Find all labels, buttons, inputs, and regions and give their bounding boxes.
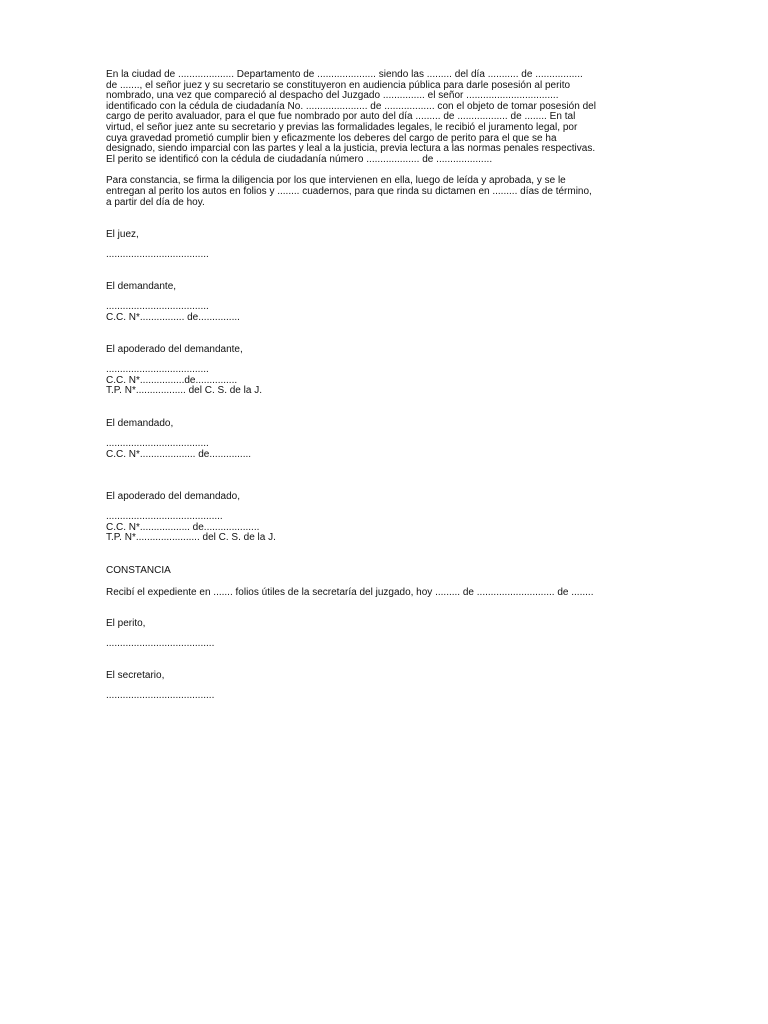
defendant-attorney-license-line: T.P. N*....................... del C. S. de la J. (106, 532, 276, 544)
defendant-id-line: C.C. N*.................... de............... (106, 448, 252, 460)
plaintiff-attorney-signature-line: ..................................... (106, 364, 209, 376)
paragraph-line: designado, siendo imparcial con las partes y leal a la justicia, previa lectura a las normas penales respectivas. (106, 143, 596, 155)
secretary-label: El secretario, (106, 670, 165, 681)
paragraph-line: Para constancia, se firma la diligencia por los que intervienen en ella, luego de leída y aprobada, y se le (106, 175, 566, 187)
defendant-signature-line: ..................................... (106, 438, 209, 450)
record-heading (106, 566, 171, 576)
defendant-attorney-id-line: C.C. N*.................. de.................... (106, 521, 260, 533)
paragraph-line: cuya gravedad prometió cumplir bien y eficazmente los deberes del cargo de perito para el que se ha (106, 132, 557, 144)
secretary-signature-line: ....................................... (106, 690, 215, 702)
paragraph-line: El perito se identificó con la cédula de ciudadanía número ................... de .................... (106, 153, 493, 165)
plaintiff-signature-block (106, 282, 240, 323)
paragraph-line: a partir del día de hoy. (106, 196, 205, 208)
defendant-signature-block (106, 419, 251, 460)
paragraph-line: de ......., el señor juez y su secretario se constituyeron en audiencia pública para darle posesión al perito (106, 79, 571, 91)
plaintiff-id-line: C.C. N*................ de............... (106, 311, 240, 323)
judge-signature-line: ..................................... (106, 249, 209, 261)
record-paragraph (106, 176, 658, 208)
constancia-heading: CONSTANCIA (106, 565, 171, 576)
plaintiff-label: El demandante, (106, 281, 177, 292)
paragraph-line: nombrado, una vez que compareció al despacho del Juzgado ............... el señor ................................. (106, 90, 559, 102)
paragraph-line: entregan al perito los autos en folios y ........ cuadernos, para que rinda su dictamen en ......... días de término, (106, 185, 592, 197)
expert-signature-line: ....................................... (106, 638, 215, 650)
plaintiff-attorney-label: El apoderado del demandante, (106, 344, 243, 355)
document-body (106, 70, 658, 208)
judge-signature-block (106, 230, 209, 261)
record-text-block (106, 588, 593, 598)
expert-label: El perito, (106, 618, 146, 629)
possession-paragraph (106, 70, 658, 165)
paragraph-line: En la ciudad de .................... Departamento de ..................... siendo las ......... del día ........... de ................. (106, 69, 583, 80)
defendant-attorney-signature-line: .......................................... (106, 511, 223, 523)
expert-signature-block (106, 619, 214, 650)
paragraph-line: identificado con la cédula de ciudadanía No. ...................... de .................. con el objeto de tomar posesión del (106, 100, 596, 112)
paragraph-line: cargo de perito avaluador, para el que fue nombrado por auto del día ......... de .................. de ........ En tal (106, 111, 576, 123)
secretary-signature-block (106, 671, 214, 702)
plaintiff-attorney-id-line: C.C. N*................de............... (106, 374, 238, 386)
defendant-attorney-signature-block (106, 492, 276, 544)
paragraph-line: virtud, el señor juez ante su secretario y previas las formalidades legales, le recibió el juramento legal, por (106, 121, 578, 133)
constancia-text: Recibí el expediente en ....... folios útiles de la secretaría del juzgado, hoy ......... de ............................ de ........ (106, 587, 594, 598)
defendant-attorney-label: El apoderado del demandado, (106, 491, 240, 502)
plaintiff-attorney-license-line: T.P. N*.................. del C. S. de la J. (106, 385, 262, 397)
judge-label: El juez, (106, 229, 139, 240)
defendant-label: El demandado, (106, 418, 174, 429)
plaintiff-attorney-signature-block (106, 345, 262, 397)
plaintiff-signature-line: ..................................... (106, 301, 209, 313)
